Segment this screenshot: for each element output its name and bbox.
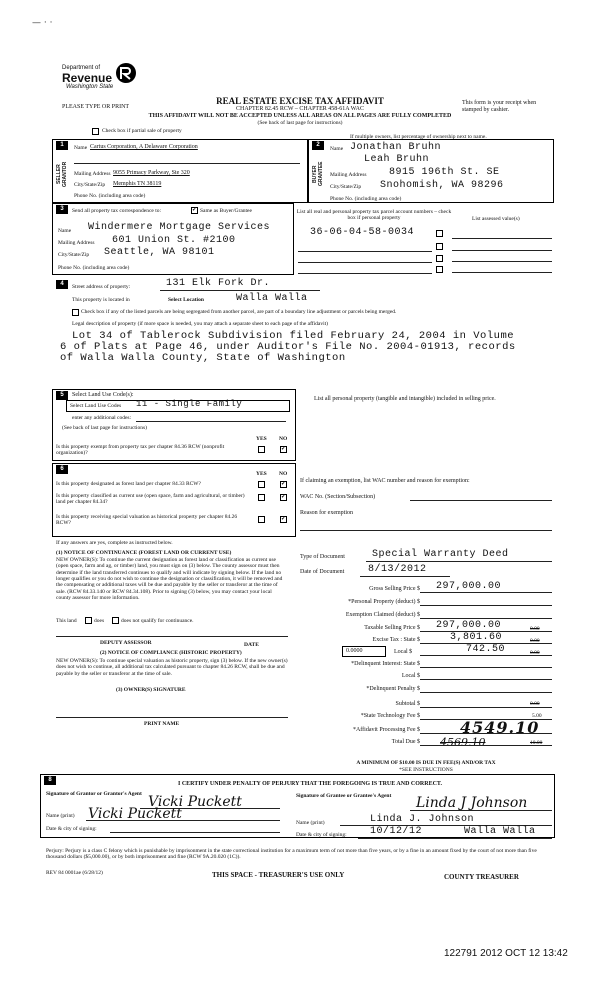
seller-mailing[interactable]: 9055 Primacy Parkway, Ste 320 bbox=[113, 170, 190, 176]
located-select[interactable]: Select Location bbox=[168, 297, 204, 303]
form-title: REAL ESTATE EXCISE TAX AFFIDAVIT bbox=[216, 96, 384, 106]
buyer-name-label: Name bbox=[330, 146, 344, 152]
revenue-logo bbox=[62, 62, 144, 94]
correspondence-label: Send all property tax correspondence to: bbox=[72, 208, 162, 214]
additional-codes-label: enter any additional codes: bbox=[72, 415, 132, 421]
street-label: Street address of property: bbox=[72, 284, 131, 290]
buyer-side-label: BUYER GRANTEE bbox=[312, 161, 324, 187]
section-badge-6: 6 bbox=[56, 465, 68, 474]
revenue-r-icon bbox=[114, 62, 138, 84]
does-label: does bbox=[94, 618, 105, 624]
buyer-name-1[interactable]: Jonathan Bruhn bbox=[350, 142, 442, 153]
q2-current-use: Is this property classified as current use (open space, farm and agricultural, or timber) land per chapter 84.34? bbox=[56, 493, 245, 506]
does-checkbox[interactable] bbox=[85, 617, 92, 624]
buyer-mailing[interactable]: 8915 196th St. SE bbox=[389, 167, 500, 178]
local-tax-printed: 0.00 bbox=[530, 650, 540, 656]
buyer-city[interactable]: Snohomish, WA 98296 bbox=[380, 180, 504, 191]
section-badge-8: 8 bbox=[44, 776, 56, 785]
penalty-label: *Delinquent Penalty $ bbox=[366, 686, 420, 692]
grantee-name[interactable]: Linda J. Johnson bbox=[370, 814, 475, 825]
land-use-select-label: Select Land Use Codes bbox=[70, 403, 122, 409]
delinquent-local-label: Local $ bbox=[401, 673, 420, 679]
section-badge-5: 5 bbox=[56, 391, 68, 400]
section-badge-1: 1 bbox=[56, 141, 68, 150]
agency-top: Department of bbox=[62, 65, 101, 71]
notice2-body: NEW OWNER(S): To continue special valuation as historic property, sign (3) below. If the new owner(s) does not wish to continue, all additional tax calculated pursuant to chapter 84.26 RCW, shall be due and payable by the seller or transferor at the time of sale. bbox=[56, 658, 288, 677]
treasurer-stamp: 122791 2012 OCT 12 13:42 bbox=[444, 948, 568, 959]
notice2-title: (2) NOTICE OF COMPLIANCE (HISTORIC PROPERTY) bbox=[100, 650, 242, 656]
reason-label: Reason for exemption bbox=[300, 510, 353, 516]
owner-signature-label: (3) OWNER(S) SIGNATURE bbox=[116, 687, 186, 693]
grantee-date[interactable]: 10/12/12 bbox=[370, 826, 423, 837]
q1-forest: Is this property designated as forest land per chapter 84.33 RCW? bbox=[56, 481, 201, 487]
taxable-label: Taxable Selling Price $ bbox=[364, 625, 420, 631]
land-use-code[interactable]: 11 - Single Family bbox=[136, 399, 243, 409]
exempt-question: Is this property exempt from property tax per chapter 84.36 RCW (nonprofit organization)? bbox=[56, 444, 225, 457]
segregated-label: Check box if any of the listed parcels are being segregated from another parcel, are part of a boundary line adjustment or parcels being merged. bbox=[81, 309, 397, 315]
exempt-yes-checkbox[interactable] bbox=[258, 446, 265, 453]
gross-label: Gross Selling Price $ bbox=[369, 586, 420, 592]
partial-sale-label: Check box if partial sale of property bbox=[102, 128, 182, 134]
grantor-date-label: Date & city of signing: bbox=[46, 826, 97, 832]
corr-city[interactable]: Seattle, WA 98101 bbox=[104, 247, 215, 258]
parcel-header: List all real and personal property tax parcel account numbers – check box if personal property bbox=[296, 209, 452, 222]
deputy-assessor: DEPUTY ASSESSOR bbox=[100, 640, 152, 646]
legal-line-3[interactable]: of Walla Walla County, State of Washington bbox=[60, 352, 346, 364]
q1-no-checkbox[interactable]: ✓ bbox=[281, 481, 287, 487]
tech-fee-value: 5.00 bbox=[532, 713, 542, 719]
claim-exemption-label: If claiming an exemption, list WAC number and reason for exemption: bbox=[300, 478, 470, 484]
grantor-name-label: Name (print) bbox=[46, 813, 75, 819]
multiple-owners-note: If multiple owners, list percentage of ownership next to name. bbox=[350, 134, 487, 140]
grantee-signature[interactable]: Linda J Johnson bbox=[416, 795, 528, 811]
located-county[interactable]: Walla Walla bbox=[236, 293, 308, 304]
form-warning: THIS AFFIDAVIT WILL NOT BE ACCEPTED UNLESS ALL AREAS ON ALL PAGES ARE FULLY COMPLETED bbox=[148, 113, 452, 119]
doc-type[interactable]: Special Warranty Deed bbox=[372, 549, 509, 560]
does-not-label: does not qualify for continuance. bbox=[121, 618, 194, 624]
q3-no-checkbox[interactable]: ✓ bbox=[281, 516, 287, 522]
total-due-printed: 10.00 bbox=[530, 740, 543, 746]
grantee-date-label: Date & city of signing: bbox=[296, 832, 347, 838]
grantee-name-label: Name (print) bbox=[296, 820, 325, 826]
legal-line-2[interactable]: 6 of Plats at Page 46, under Auditor's File No. 2004-01913, records bbox=[60, 341, 516, 353]
same-as-buyer-label: Same as Buyer/Grantee bbox=[200, 208, 252, 214]
this-land-label: This land bbox=[56, 618, 77, 624]
see-back: (See back of last page for instructions) bbox=[257, 120, 343, 126]
q2-no-checkbox[interactable]: ✓ bbox=[281, 494, 287, 500]
taxable-value[interactable]: 297,000.00 bbox=[436, 620, 502, 631]
corr-city-label: City/State/Zip bbox=[58, 252, 90, 258]
agency-state: Washington State bbox=[66, 84, 114, 90]
subtotal-value: 0.00 bbox=[530, 701, 540, 707]
notice1-body: NEW OWNER(S): To continue the current designation as forest land or classification as current use (open space, farm and ag, or timber) land, you must sign on (3) below. The county assessor must then determine if the land transferred continues to qualify and will indicate by signing below. If the land no longer qualifies or you do not wish to continue the designation or classification, it will be removed and the compensating or additional taxes will be due and payable by the seller or transferor at the time of sale. (RCW 84.33.140 or RCW 84.34.108). Prior to signing (3) below, you may contact your local county assessor for more information. bbox=[56, 557, 283, 601]
street-address[interactable]: 131 Elk Fork Dr. bbox=[166, 278, 271, 289]
q1-yes-checkbox[interactable] bbox=[258, 481, 265, 488]
parcel-checkbox-4[interactable] bbox=[436, 266, 443, 273]
grantor-name[interactable]: Vicki Puckett bbox=[88, 806, 182, 822]
located-label: This property is located in bbox=[72, 297, 130, 303]
seller-phone-label: Phone No. (including area code) bbox=[74, 193, 146, 199]
current-use-yes: YES bbox=[256, 471, 267, 477]
grantee-sig-label: Signature of Grantee or Grantee's Agent bbox=[296, 793, 392, 799]
legal-line-1[interactable]: Lot 34 of Tablerock Subdivision filed February 24, 2004 in Volume bbox=[72, 330, 515, 342]
segregated-checkbox[interactable] bbox=[72, 309, 79, 316]
total-due-label: Total Due $ bbox=[391, 739, 420, 745]
parcel-checkbox-3[interactable] bbox=[436, 255, 443, 262]
buyer-name-2[interactable]: Leah Bruhn bbox=[364, 154, 430, 165]
corr-mailing-label: Mailing Address bbox=[58, 240, 95, 246]
land-use-no: NO bbox=[279, 436, 288, 442]
section-badge-2: 2 bbox=[312, 141, 324, 150]
agency-name: Revenue bbox=[62, 71, 113, 85]
parcel-checkbox-1[interactable] bbox=[436, 230, 443, 237]
see-instructions: *SEE INSTRUCTIONS bbox=[399, 767, 453, 773]
grantor-signature[interactable]: Vicki Puckett bbox=[148, 794, 242, 810]
local-tax-value[interactable]: 742.50 bbox=[466, 644, 506, 655]
if-yes-note: If any answers are yes, complete as instructed below. bbox=[56, 540, 173, 546]
seller-name-label: Name bbox=[74, 145, 88, 151]
corr-name-label: Name bbox=[58, 228, 72, 234]
total-due-handwritten[interactable]: 4569.10 bbox=[440, 736, 486, 749]
corr-phone-label: Phone No. (including area code) bbox=[58, 265, 130, 271]
partial-sale-checkbox[interactable] bbox=[92, 128, 99, 135]
excise-label: Excise Tax : State $ bbox=[372, 637, 420, 643]
form-chapter: CHAPTER 82.45 RCW – CHAPTER 458-61A WAC bbox=[236, 106, 364, 112]
assessed-header: List assessed value(s) bbox=[472, 216, 520, 222]
minimum-due: A MINIMUM OF $10.00 IS DUE IN FEE(S) AND/OR TAX bbox=[356, 760, 496, 766]
tech-fee-label: *State Technology Fee $ bbox=[360, 713, 420, 719]
subtotal-label: Subtotal $ bbox=[395, 701, 420, 707]
q3-historic: Is this property receiving special valuation as historical property per chapter 84.26 RCW? bbox=[56, 514, 238, 527]
affidavit-fee-label: *Affidavit Processing Fee $ bbox=[352, 727, 420, 733]
land-use-yes: YES bbox=[256, 436, 267, 442]
section-badge-4: 4 bbox=[56, 280, 68, 289]
buyer-phone-label: Phone No. (including area code) bbox=[330, 196, 402, 202]
same-as-buyer-checkbox[interactable]: ✓ bbox=[192, 207, 198, 213]
form-rev: REV 84 0001ae (6/28/12) bbox=[46, 870, 103, 876]
buyer-mailing-label: Mailing Address bbox=[330, 172, 367, 178]
corr-name[interactable]: Windermere Mortgage Services bbox=[88, 222, 271, 233]
doc-date-label: Date of Document bbox=[300, 569, 345, 575]
doc-type-label: Type of Document bbox=[300, 554, 345, 560]
seller-city-label: City/State/Zip bbox=[74, 182, 106, 188]
parcel-checkbox-2[interactable] bbox=[436, 243, 443, 250]
local-rate: 0.0000 bbox=[346, 648, 363, 654]
parcel-number-1[interactable]: 36-06-04-58-0034 bbox=[310, 227, 415, 238]
land-use-see-back: (See back of last page for instructions) bbox=[62, 425, 147, 431]
q2-yes-checkbox[interactable] bbox=[258, 494, 265, 501]
doc-date[interactable]: 8/13/2012 bbox=[368, 564, 427, 575]
buyer-city-label: City/State/Zip bbox=[330, 184, 362, 190]
gross-value[interactable]: 297,000.00 bbox=[436, 581, 502, 592]
legal-label: Legal description of property (if more space is needed, you may attach a separate sheet to each page of the affidavit) bbox=[72, 321, 328, 327]
corner-marks: — · · bbox=[32, 18, 53, 28]
certify-statement: I CERTIFY UNDER PENALTY OF PERJURY THAT THE FOREGOING IS TRUE AND CORRECT. bbox=[177, 781, 442, 787]
print-name-label: PRINT NAME bbox=[144, 721, 180, 727]
grantor-sig-label: Signature of Grantor or Grantor's Agent bbox=[46, 791, 142, 797]
seller-name[interactable]: Cartus Corporation, A Delaware Corporation bbox=[90, 144, 198, 150]
seller-mailing-label: Mailing Address bbox=[74, 171, 111, 177]
corr-mailing[interactable]: 601 Union St. #2100 bbox=[112, 235, 236, 246]
state-tax-value[interactable]: 3,801.60 bbox=[450, 632, 503, 643]
grantee-city[interactable]: Walla Walla bbox=[464, 826, 536, 837]
wac-label: WAC No. (Section/Subsection) bbox=[300, 494, 376, 500]
section-badge-3: 3 bbox=[56, 205, 68, 214]
treasurer-space: THIS SPACE - TREASURER'S USE ONLY bbox=[212, 871, 345, 879]
county-treasurer: COUNTY TREASURER bbox=[444, 873, 519, 881]
state-tax-printed: 0.00 bbox=[530, 638, 540, 644]
current-use-no: NO bbox=[279, 471, 288, 477]
affidavit-fee-handwritten[interactable]: 4549.10 bbox=[460, 718, 540, 737]
personal-property-label: List all personal property (tangible and intangible) included in selling price. bbox=[314, 396, 496, 402]
exempt-deduct-label: Exemption Claimed (deduct) $ bbox=[345, 612, 420, 618]
seller-city[interactable]: Memphis TN 38119 bbox=[113, 181, 162, 187]
deputy-date: DATE bbox=[244, 642, 259, 648]
exempt-no-checkbox[interactable]: ✓ bbox=[281, 446, 287, 452]
delinquent-state-label: *Delinquent Interest: State $ bbox=[351, 661, 420, 667]
notice1-title: (1) NOTICE OF CONTINUANCE (FOREST LAND OR CURRENT USE) bbox=[56, 550, 232, 556]
personal-deduct-label: *Personal Property (deduct) $ bbox=[348, 599, 420, 605]
seller-side-label: SELLER GRANTOR bbox=[56, 161, 68, 187]
land-use-label: Select Land Use Code(s): bbox=[72, 392, 134, 398]
does-not-checkbox[interactable] bbox=[112, 617, 119, 624]
receipt-note: This form is your receipt when stamped by cashier. bbox=[462, 100, 537, 113]
q3-yes-checkbox[interactable] bbox=[258, 516, 265, 523]
local-label: Local $ bbox=[394, 649, 413, 655]
please-type: PLEASE TYPE OR PRINT bbox=[62, 104, 130, 110]
perjury-text: Perjury: Perjury is a class C felony which is punishable by imprisonment in the state correctional institution for a maximum term of not more than five years, or by a fine in an amount fixed by the court of not more than five thousand dollars ($5,000.00), or by both imprisonment and fine (RCW 9A.20.020 (1C)). bbox=[46, 848, 537, 861]
taxable-printed: 0.00 bbox=[530, 626, 540, 632]
